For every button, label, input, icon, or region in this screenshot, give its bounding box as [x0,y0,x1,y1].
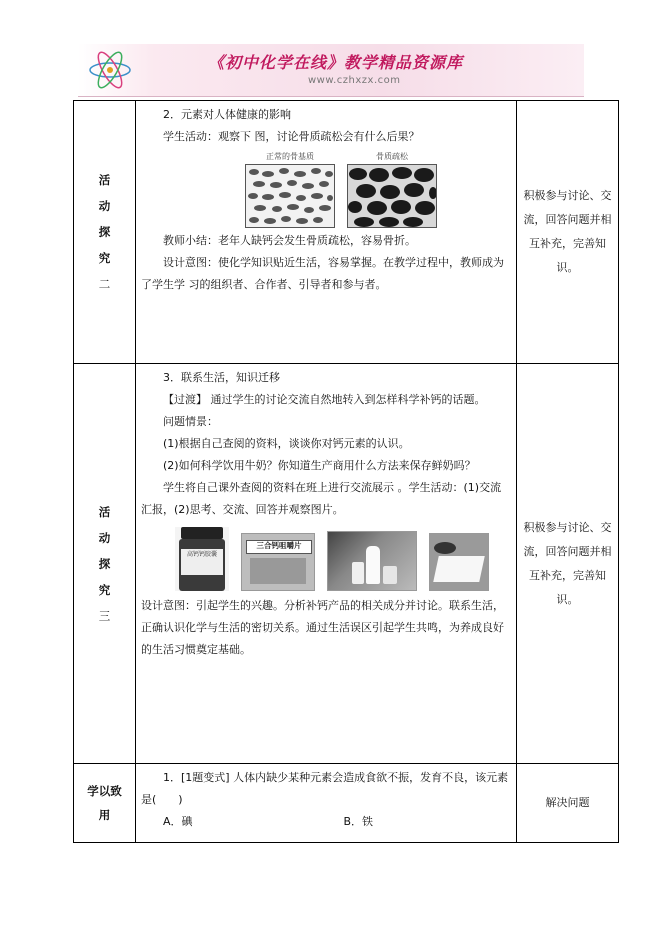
student-activity: 学生将自己课外查阅的资料在班上进行交流展示 。学生活动：(1)交流汇报，(2)思考、交流、回答并观察图片。 [141,481,502,516]
row-content [136,764,516,837]
banner-title: 《初中化学在线》教学精品资源库 [208,53,464,72]
teacher-summary: 教师小结：老年人缺钙会发生骨质疏松，容易骨折。 [163,234,416,247]
row-label: 活 动 探 究 三 [98,504,111,623]
option-a: A．碘 [163,815,193,828]
student-response: 解决问题 [545,796,590,809]
exercise-question: 1．[1题变式] 人体内缺少某种元素会造成食欲不振，发育不良，该元素是( ) [141,771,509,806]
tofu-image [429,533,489,591]
row-label: 活 动 探 究 二 [98,173,111,291]
product-label: 高钙钙胶囊 [186,551,217,558]
table-row [74,101,619,364]
calcium-tablet-box-image [241,533,315,591]
normal-bone-image [245,164,335,228]
row-content [136,101,516,300]
student-response: 积极参与讨论、交流，回答问题并相互补充，完善知识。 [523,520,612,606]
section-heading: 3．联系生活，知识迁移 [163,371,280,384]
product-label: 三合钙咀嚼片 [256,541,302,550]
row-content [136,364,516,665]
student-response: 积极参与讨论、交流，回答问题并相互补充，完善知识。 [523,189,612,274]
section-heading: 2．元素对人体健康的影响 [163,108,291,121]
transition-text: 【过渡】 通过学生的讨论交流自然地转入到怎样科学补钙的话题。 [163,393,486,406]
student-activity: 学生活动：观察下 图，讨论骨质疏松会有什么后果？ [163,130,420,143]
design-intent: 设计意图：引起学生的兴趣。分析补钙产品的相关成分并讨论。联系生活，正确认识化学与生活的密切关系。通过生活误区引起学生共鸣，为养成良好的生活习惯奠定基础。 [141,599,504,656]
osteoporosis-bone-image [347,164,437,228]
lesson-table [73,100,619,843]
table-row [74,364,619,764]
header-banner [78,44,584,97]
table-row [74,764,619,843]
milk-image [327,531,417,591]
question-2: (2)如何科学饮用牛奶？你知道生产商用什么方法来保存鲜奶吗？ [163,459,476,472]
calcium-bottle-image [175,527,229,591]
row-label: 学以致 用 [87,784,122,822]
figure-caption: 骨质疏松 [376,152,408,161]
atom-logo-icon [86,48,134,92]
question-1: (1)根据自己查阅的资料，谈谈你对钙元素的认识。 [163,437,410,450]
banner-url: www.czhxzx.com [308,75,401,86]
problem-situation: 问题情景： [163,415,218,428]
figure-caption: 正常的骨基质 [266,152,314,161]
answer-options [141,811,373,833]
product-images [175,527,511,591]
design-intent: 设计意图：使化学知识贴近生活，容易掌握。在教学过程中，教师成为了学生学 习的组织者、合作者、引导者和参与者。 [141,256,504,291]
bone-figure [245,152,511,228]
option-b: B．铁 [343,815,373,828]
